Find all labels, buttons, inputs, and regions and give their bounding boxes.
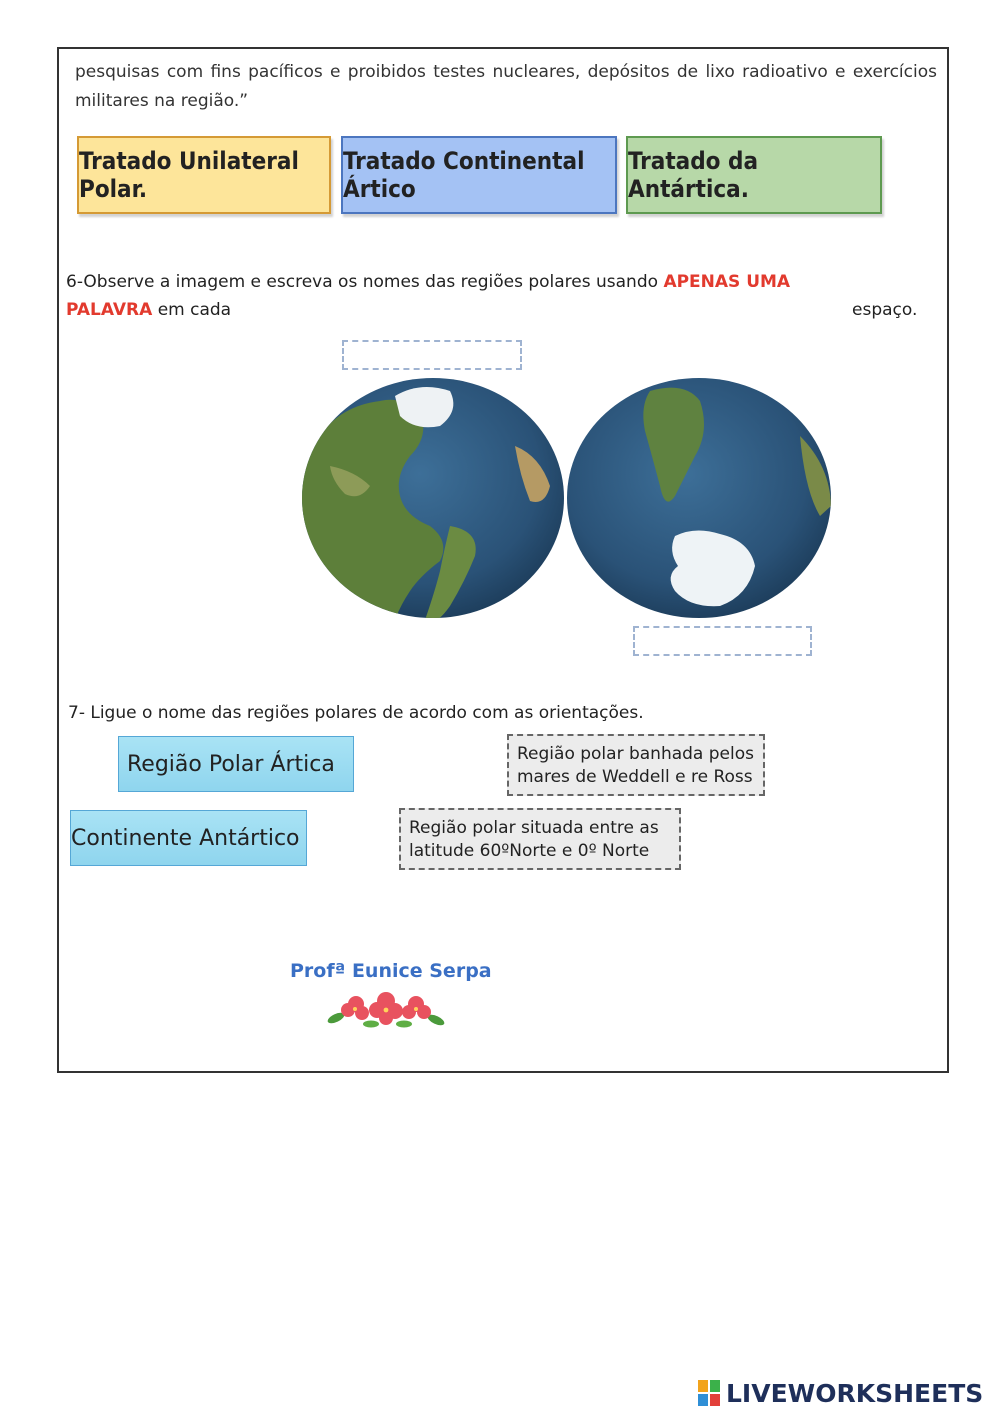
description-box-latitude[interactable]: Região polar situada entre as latitude 60ºNorte e 0º Norte [399, 808, 681, 870]
globe-south-pole [567, 378, 831, 618]
treaty-option-unilateral[interactable] [77, 136, 331, 214]
globe-north-america [300, 378, 564, 620]
treaty-label: Tratado Unilateral Polar. [79, 147, 299, 203]
globe-image [300, 376, 834, 620]
intro-text: pesquisas com fins pacíficos e proibidos testes nucleares, depósitos de lixo radioativo e exercícios militares na região.” [75, 62, 937, 111]
region-label-antarctic[interactable]: Continente Antártico [70, 810, 307, 866]
question-6-continued: PALAVRA em cada [66, 300, 232, 320]
question-7: 7- Ligue o nome das regiões polares de acordo com as orientações. [68, 703, 644, 723]
author-credit: Profª Eunice Serpa [290, 960, 492, 982]
treaty-label: Tratado Continental Ártico [343, 147, 585, 203]
treaty-option-antarctica[interactable] [626, 136, 882, 214]
flower-decoration-icon [326, 986, 446, 1032]
region-label-arctic[interactable]: Região Polar Ártica [118, 736, 354, 792]
highlight-text: PALAVRA [66, 300, 153, 320]
brand-name: LIVEWORKSHEETS [726, 1378, 984, 1408]
answer-input-south[interactable] [633, 626, 812, 656]
answer-input-north[interactable] [342, 340, 522, 370]
liveworksheets-logo [697, 1378, 983, 1408]
question-6: 6-Observe a imagem e escreva os nomes das regiões polares usando APENAS UMA [66, 272, 791, 292]
liveworksheets-logo-icon [697, 1379, 723, 1407]
treaty-label: Tratado da Antártica. [628, 147, 759, 203]
highlight-text: APENAS UMA [663, 272, 791, 292]
treaty-option-continental[interactable] [341, 136, 617, 214]
description-box-weddell[interactable]: Região polar banhada pelos mares de Weddell e re Ross [507, 734, 765, 796]
question-6-end: espaço. [852, 300, 918, 320]
